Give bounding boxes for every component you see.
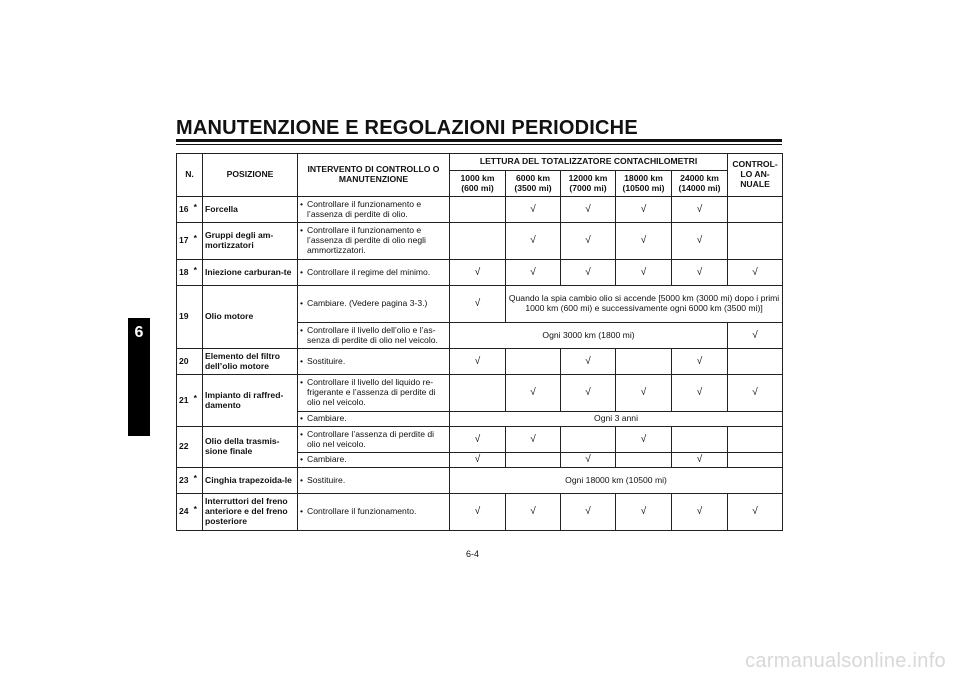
row-check: • Controllare il funzionamento.	[298, 494, 450, 531]
check-mark: √	[616, 260, 672, 286]
row-position: Forcella	[203, 197, 298, 223]
row-number: 18 *	[177, 260, 203, 286]
row-number: 16 *	[177, 197, 203, 223]
check-mark: √	[506, 494, 561, 531]
check-mark: √	[672, 223, 728, 260]
row-check: • Controllare il livello dell’olio e l’as-senza di perdite di olio nel veicolo.	[298, 323, 450, 349]
row-check: • Cambiare.	[298, 412, 450, 427]
check-mark: √	[616, 427, 672, 453]
row-check: • Cambiare. (Vedere pagina 3-3.)	[298, 286, 450, 323]
check-mark: √	[728, 494, 783, 531]
interval-note: Ogni 3 anni	[450, 412, 783, 427]
row-number: 20	[177, 349, 203, 375]
check-mark: √	[561, 197, 616, 223]
row-check: • Sostituire.	[298, 349, 450, 375]
check-mark: √	[616, 223, 672, 260]
header-km-6000: 6000 km (3500 mi)	[506, 171, 561, 197]
row-position: Gruppi degli am-mortizzatori	[203, 223, 298, 260]
row-position: Elemento del filtro dell’olio motore	[203, 349, 298, 375]
watermark-text: carmanualsonline.info	[745, 650, 946, 672]
check-mark: √	[506, 197, 561, 223]
row-position: Iniezione carburan-te	[203, 260, 298, 286]
check-mark: √	[506, 427, 561, 453]
check-mark: √	[506, 223, 561, 260]
row-check: • Sostituire.	[298, 468, 450, 494]
row-position: Impianto di raffred-damento	[203, 375, 298, 427]
check-mark: √	[672, 197, 728, 223]
row-position: Cinghia trapezoida-le	[203, 468, 298, 494]
row-number: 24 *	[177, 494, 203, 531]
check-mark: √	[506, 260, 561, 286]
check-mark: √	[450, 260, 506, 286]
row-position: Interruttori del freno anteriore e del freno posteriore	[203, 494, 298, 531]
row-check: • Controllare l’assenza di perdite di olio nel veicolo.	[298, 427, 450, 453]
row-number: 21 *	[177, 375, 203, 427]
check-mark: √	[616, 197, 672, 223]
row-position: Olio della trasmis-sione finale	[203, 427, 298, 468]
header-km-18000: 18000 km (10500 mi)	[616, 171, 672, 197]
row-number: 22	[177, 427, 203, 468]
check-mark: √	[616, 375, 672, 412]
check-mark: √	[672, 494, 728, 531]
check-mark: √	[672, 375, 728, 412]
check-mark: √	[672, 453, 728, 468]
page-number: 6-4	[466, 549, 480, 559]
table-row	[177, 468, 783, 494]
header-odometer: LETTURA DEL TOTALIZZATORE CONTACHILOMETRI	[450, 154, 728, 171]
header-km-12000: 12000 km (7000 mi)	[561, 171, 616, 197]
chapter-tab: 6	[128, 318, 150, 436]
row-check: • Controllare il funzionamento e l’assenza di perdite di olio negli ammortizzatori.	[298, 223, 450, 260]
table-row	[177, 197, 783, 223]
table-row	[177, 375, 783, 412]
row-check: • Controllare il funzionamento e l’assenza di perdite di olio.	[298, 197, 450, 223]
table-row	[177, 260, 783, 286]
table-row	[177, 349, 783, 375]
interval-note: Quando la spia cambio olio si accende [5000 km (3000 mi) dopo i primi 1000 km (600 mi) e successivamente ogni 6000 km (3500 mi)]	[506, 286, 783, 323]
check-mark: √	[672, 349, 728, 375]
interval-note: Ogni 3000 km (1800 mi)	[450, 323, 728, 349]
check-mark: √	[450, 427, 506, 453]
check-mark: √	[561, 349, 616, 375]
page-title: MANUTENZIONE E REGOLAZIONI PERIODICHE	[176, 117, 638, 139]
check-mark: √	[728, 323, 783, 349]
row-position: Olio motore	[203, 286, 298, 349]
header-km-1000: 1000 km (600 mi)	[450, 171, 506, 197]
table-row	[177, 427, 783, 453]
table-row	[177, 223, 783, 260]
check-mark: √	[728, 375, 783, 412]
check-mark: √	[506, 375, 561, 412]
check-mark: √	[728, 260, 783, 286]
row-number: 17 *	[177, 223, 203, 260]
check-mark: √	[561, 453, 616, 468]
check-mark: √	[450, 286, 506, 323]
row-check: • Controllare il regime del minimo.	[298, 260, 450, 286]
check-mark: √	[616, 494, 672, 531]
header-position: POSIZIONE	[203, 154, 298, 197]
row-number: 19	[177, 286, 203, 349]
check-mark: √	[561, 260, 616, 286]
row-check: • Cambiare.	[298, 453, 450, 468]
row-number: 23 *	[177, 468, 203, 494]
check-mark: √	[450, 453, 506, 468]
header-num: N.	[177, 154, 203, 197]
table-row	[177, 494, 783, 531]
check-mark: √	[561, 223, 616, 260]
title-rule-thick	[176, 139, 782, 142]
check-mark: √	[561, 494, 616, 531]
maintenance-table	[176, 153, 783, 531]
header-annual: CONTROL-LO AN-NUALE	[728, 154, 783, 197]
check-mark: √	[450, 494, 506, 531]
header-km-24000: 24000 km (14000 mi)	[672, 171, 728, 197]
header-check: INTERVENTO DI CONTROLLO O MANUTENZIONE	[298, 154, 450, 197]
check-mark: √	[561, 375, 616, 412]
table-row	[177, 286, 783, 323]
check-mark: √	[450, 349, 506, 375]
row-check: • Controllare il livello del liquido re-frigerante e l’assenza di perdite di olio nel veicolo.	[298, 375, 450, 412]
title-rule-thin	[176, 144, 782, 145]
interval-note: Ogni 18000 km (10500 mi)	[450, 468, 783, 494]
check-mark: √	[672, 260, 728, 286]
